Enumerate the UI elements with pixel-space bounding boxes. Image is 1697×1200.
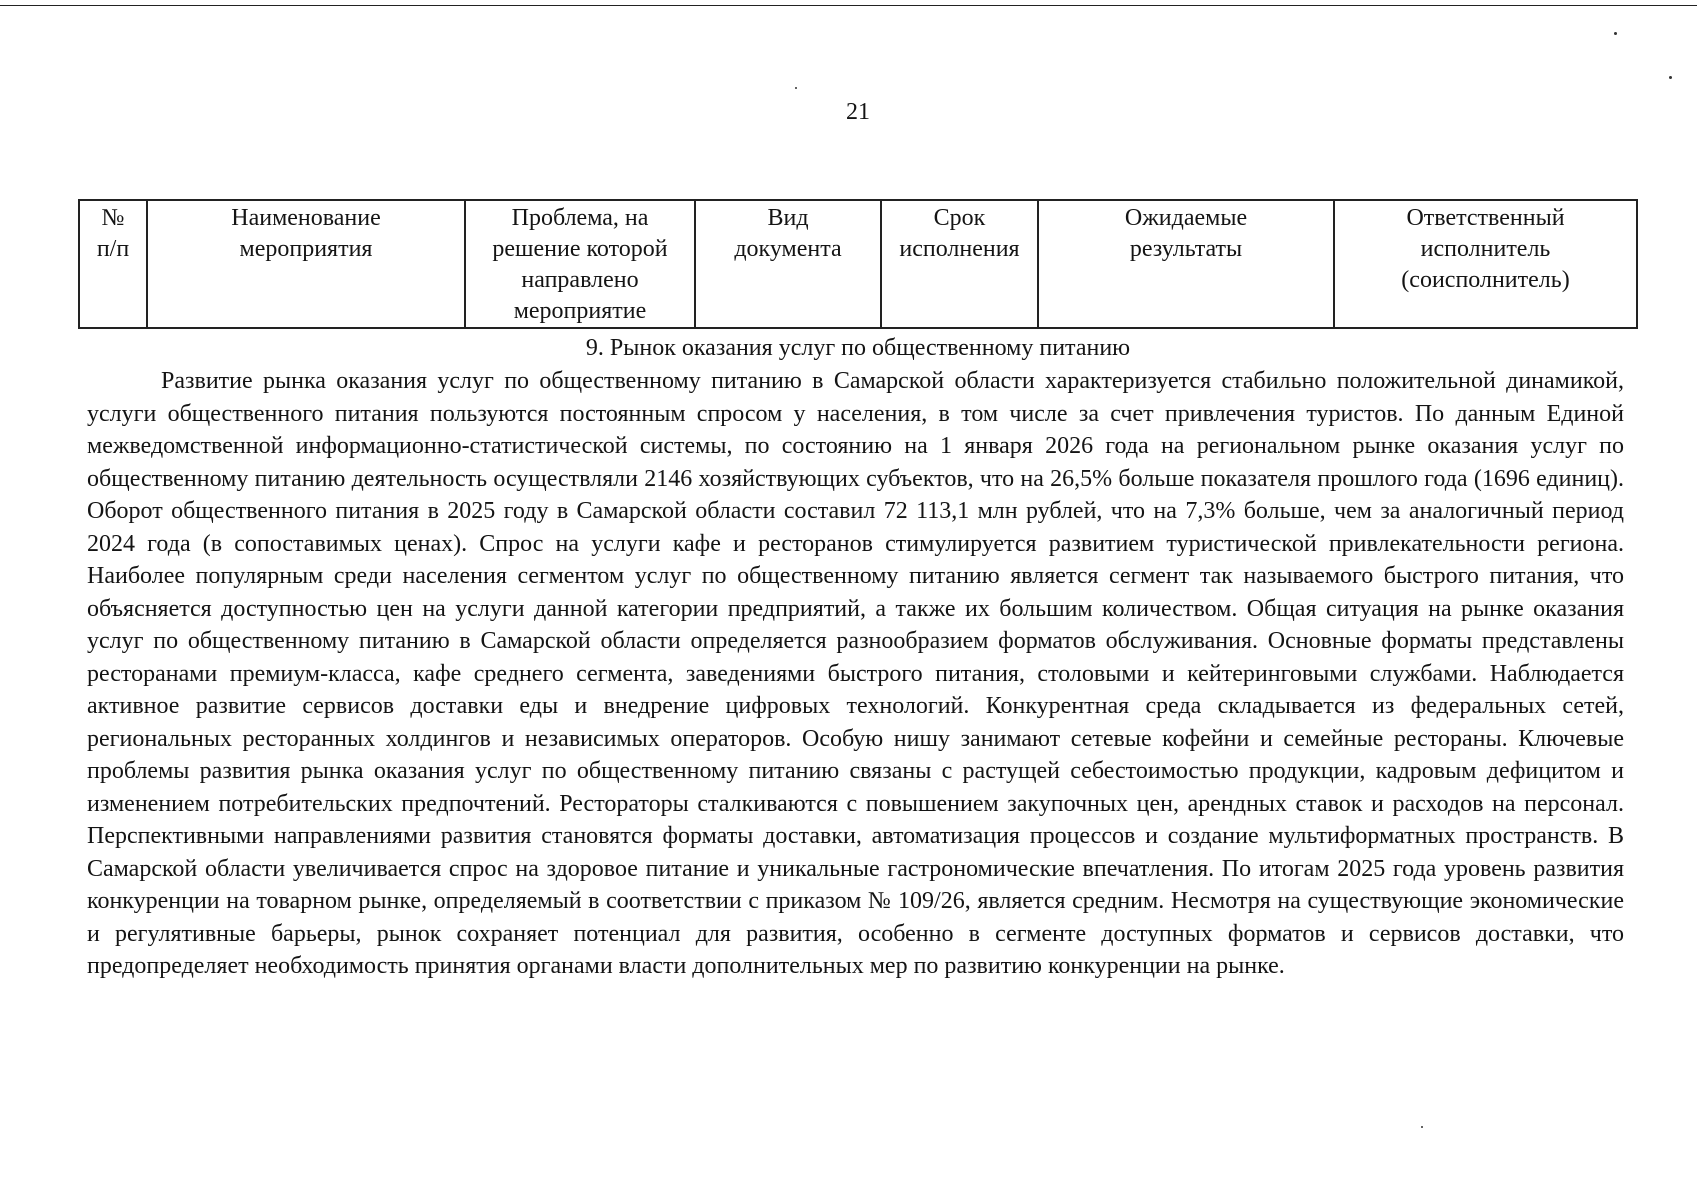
scan-speck (795, 87, 797, 89)
top-edge-line (0, 5, 1697, 6)
header-responsible: Ответственный исполнитель (соисполнитель) (1334, 200, 1637, 328)
section-heading: 9. Рынок оказания услуг по общественному питанию (585, 335, 1131, 361)
header-number: № п/п (79, 200, 147, 328)
header-document-type: Вид документа (695, 200, 881, 328)
header-deadline: Срок исполнения (881, 200, 1038, 328)
header-problem: Проблема, на решение которой направлено мероприятие (465, 200, 695, 328)
scan-speck (1669, 76, 1672, 79)
page-number: 21 (846, 99, 870, 125)
table-header-row (79, 200, 1637, 328)
scan-speck (1614, 32, 1617, 35)
measures-table-header (78, 199, 1638, 329)
section-paragraph: Развитие рынка оказания услуг по общественному питанию в Самарской области характеризуется стабильно положительной динамикой, услуги общественного питания пользуются постоянным спросом у населения, в том числе за счет привлечения туристов. По данным Единой межведомственной информационно-статистической системы, по состоянию на 1 января 2026 года на региональном рынке оказания услуг по общественному питанию деятельность осуществляли 2146 хозяйствующих субъектов, что на 26,5% больше показателя прошлого года (1696 единиц). Оборот общественного питания в 2025 году в Самарской области составил 72 113,1 млн рублей, что на 7,3% больше, чем за аналогичный период 2024 года (в сопоставимых ценах). Спрос на услуги кафе и ресторанов стимулируется развитием туристической привлекательности региона. Наиболее популярным среди населения сегментом услуг по общественному питанию является сегмент так называемого быстрого питания, что объясняется доступностью цен на услуги данной категории предприятий, а также их большим количеством. Общая ситуация на рынке оказания услуг по общественному питанию в Самарской области определяется разнообразием форматов обслуживания. Основные форматы представлены ресторанами премиум-класса, кафе среднего сегмента, заведениями быстрого питания, столовыми и кейтеринговыми службами. Наблюдается активное развитие сервисов доставки еды и внедрение цифровых технологий. Конкурентная среда складывается из федеральных сетей, региональных ресторанных холдингов и независимых операторов. Особую нишу занимают сетевые кофейни и семейные рестораны. Ключевые проблемы развития рынка оказания услуг по общественному питанию связаны с растущей себестоимостью продукции, кадровым дефицитом и изменением потребительских предпочтений. Рестораторы сталкиваются с повышением закупочных цен, арендных ставок и расходов на персонал. Перспективными направлениями развития становятся форматы доставки, автоматизация процессов и создание мультиформатных пространств. В Самарской области увеличивается спрос на здоровое питание и уникальные гастрономические впечатления. По итогам 2025 года уровень развития конкуренции на товарном рынке, определяемый в соответствии с приказом № 109/26, является средним. Несмотря на существующие экономические и регулятивные барьеры, рынок сохраняет потенциал для развития, особенно в сегменте доступных форматов и сервисов доставки, что предопределяет необходимость принятия органами власти дополнительных мер по развитию конкуренции на рынке. (87, 368, 1624, 979)
header-measure-name: Наименование мероприятия (147, 200, 465, 328)
scan-speck (1421, 1126, 1423, 1128)
header-expected-results: Ожидаемые результаты (1038, 200, 1334, 328)
